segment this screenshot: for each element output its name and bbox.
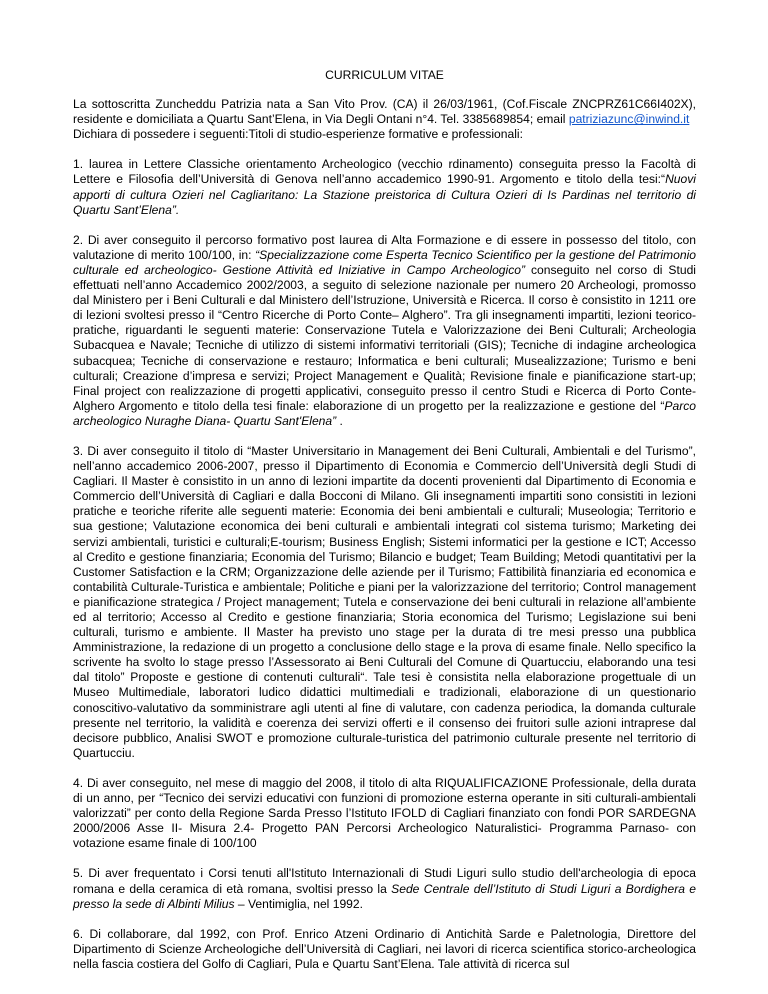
intro-paragraph [73,97,696,127]
paragraph-2-text-a: 2. Di aver conseguito il percorso formativo post laurea di Alta Formazione e di essere in possesso del titolo, con valutazione di merito 100/100, in: [73,232,696,262]
paragraph-2-course-title: “Specializzazione come Esperta Tecnico Scientifico per la gestione del Patrimonio culturale ed archeologico- Gestione Attività ed Iniziative in Campo Archeologico” [73,247,696,277]
document-title: CURRICULUM VITAE [325,68,444,82]
paragraph-4: 4. Di aver conseguito, nel mese di maggio del 2008, il titolo di alta RIQUALIFICAZIONE Professionale, della durata di un anno, per “Tecnico dei servizi educativi con funzioni di promozione esterna operante in siti culturali-ambientali valorizzati” per conto della Regione Sarda Presso l’Istituto IFOLD di Cagliari finanziato con fondi POR SARDEGNA 2000/2006 Asse II- Misura 2.4- Progetto PAN Percorsi Archeologico Naturalistici- Programma Parnaso- con votazione esame finale di 100/100 [73,775,696,851]
paragraph-5-venue: Sede Centrale dell’Istituto di Studi Liguri a Bordighera e presso la sede di Albinti Milius [73,881,696,911]
paragraph-1-thesis-title: Nuovi apporti di cultura Ozieri nel Cagliaritano: La Stazione preistorica di Cultura Ozieri di Is Pardinas nel territorio di Quartu Sant’Elena”. [73,172,696,217]
email-link[interactable]: patriziazunc@inwind.it [568,112,690,127]
intro-text: La sottoscritta Zuncheddu Patrizia nata a San Vito Prov. (CA) il 26/03/1961, (Cof.Fiscale ZNCPRZ61C66I402X), residente e domiciliata a Quartu Sant’Elena, in Via Degli Ontani n°4. Tel. 3385689854; email [73,97,696,127]
paragraph-5 [73,866,696,911]
paragraph-5-text-a: 5. Di aver frequentato i Corsi tenuti all'Istituto Internazionali di Studi Liguri sullo studio dell'archeologia di epoca romana e della ceramica di età romana, svoltisi presso la [73,866,696,896]
paragraph-2-thesis-title: Parco archeologico Nuraghe Diana- Quartu Sant'Elena” [73,398,696,428]
paragraph-1 [73,157,696,217]
paragraph-3: 3. Di aver conseguito il titolo di “Master Universitario in Management dei Beni Culturali, Ambientali e del Turismo”, nell’anno accademico 2006-2007, presso il Dipartimento di Economia e Commercio dell’Università degli Studi di Cagliari. Il Master è consistito in un anno di lezioni impartite da docenti provenienti dal Dipartimento di Economia e Commercio dell’Università di Cagliari e dalla Bocconi di Milano. Gli insegnamenti impartiti sono consistiti in lezioni pratiche e teoriche riferite alle seguenti materie: Economia dei beni ambientali e culturali; Museologia; Territorio e sua gestione; Valutazione economica dei beni culturali e ambientali integrati col sistema turismo; Marketing dei servizi ambientali, turistici e culturali;E-tourism; Business English; Sistemi informatici per la gestione e ICT; Accesso al Credito e gestione finanziaria; Economia del Turismo; Bilancio e budget; Team Building; Metodi quantitativi per la Customer Satisfaction e la CRM; Organizzazione delle aziende per il Turismo; Fattibilità finanziaria ed economica e contabilità Culturale-Turistica e ambientale; Politiche e piani per la valorizzazione del territorio; Control management e pianificazione strategica / Project management; Tutela e conservazione dei beni culturali in relazione all’ambiente ed al territorio; Accesso al Credito e gestione finanziaria; Storia economica del Turismo; Legislazione sui beni culturali, turismo e ambiente. Il Master ha previsto uno stage per la durata di tre mesi presso una pubblica Amministrazione, la redazione di un progetto a conclusione dello stage e la prova di esame finale. Nello specifico la scrivente ha svolto lo stage presso l’Assessorato ai Beni Culturali del Comune di Quartucciu, elaborando una tesi dal titolo” Proposte e gestione di contenuti culturali“. Tale tesi è consistita nella elaborazione progettuale di un Museo Multimediale, laboratori ludico didattici multimediali e tradizionali, elaborazione di un questionario conoscitivo-valutativo da somministrare agli utenti al fine di valutare, con cadenza periodica, la domanda culturale presente nel territorio, la validità e coerenza dei servizi offerti e il consenso dei fruitori sulle azioni intraprese dal decisore pubblico, Analisi SWOT e promozione culturale-turistica del patrimonio culturale presente nel territorio di Quartucciu. [73,443,696,760]
paragraph-5-text-b: – Ventimiglia, nel 1992. [234,896,363,911]
paragraph-2-text-c: . [336,413,343,428]
declaration-line: Dichiara di possedere i seguenti:Titoli di studio-esperienze formative e professionali: [73,127,523,142]
paragraph-6: 6. Di collaborare, dal 1992, con Prof. Enrico Atzeni Ordinario di Antichità Sarde e Paletnologia, Direttore del Dipartimento di Scienze Archeologiche dell’Università di Cagliari, nei lavori di ricerca scientifica storico-archeologica nella fascia costiera del Golfo di Cagliari, Pula e Quartu Sant’Elena. Tale attività di ricerca sul [73,926,696,971]
paragraph-2 [73,233,696,429]
paragraph-2-text-b: conseguito nel corso di Studi effettuati nell’anno Accademico 2002/2003, a seguito di selezione nazionale per numero 20 Archeologi, promosso dal Ministero per i Beni Culturali e dal Ministero dell’Istruzione, Università e Ricerca. Il corso è consistito in 1211 ore di lezioni svoltesi presso il “Centro Ricerche di Porto Conte– Alghero”. Tra gli insegnamenti impartiti, lezioni teorico-pratiche, riguardanti le seguenti materie: Conservazione Tutela e Valorizzazione dei Beni Culturali; Archeologia Subacquea e Navale; Tecniche di utilizzo di sistemi informativi territoriali (GIS); Tecniche di indagine archeologica subacquea; Tecniche di conservazione e restauro; Informatica e beni culturali; Musealizzazione; Turismo e beni culturali; Creazione d’impresa e servizi; Project Management e Qualità; Revisione finale e pianificazione start-up; Final project con realizzazione di progetti applicativi, conseguito presso il centro Studi e Ricerca di Porto Conte- Alghero Argomento e titolo della tesi finale: elaborazione di un progetto per la realizzazione e gestione del “ [73,262,696,413]
paragraph-1-text: 1. laurea in Lettere Classiche orientamento Archeologico (vecchio rdinamento) conseguita presso la Facoltà di Lettere e Filosofia dell’Università di Genova nell’anno accademico 1990-91. Argomento e titolo della tesi:“ [73,157,696,187]
